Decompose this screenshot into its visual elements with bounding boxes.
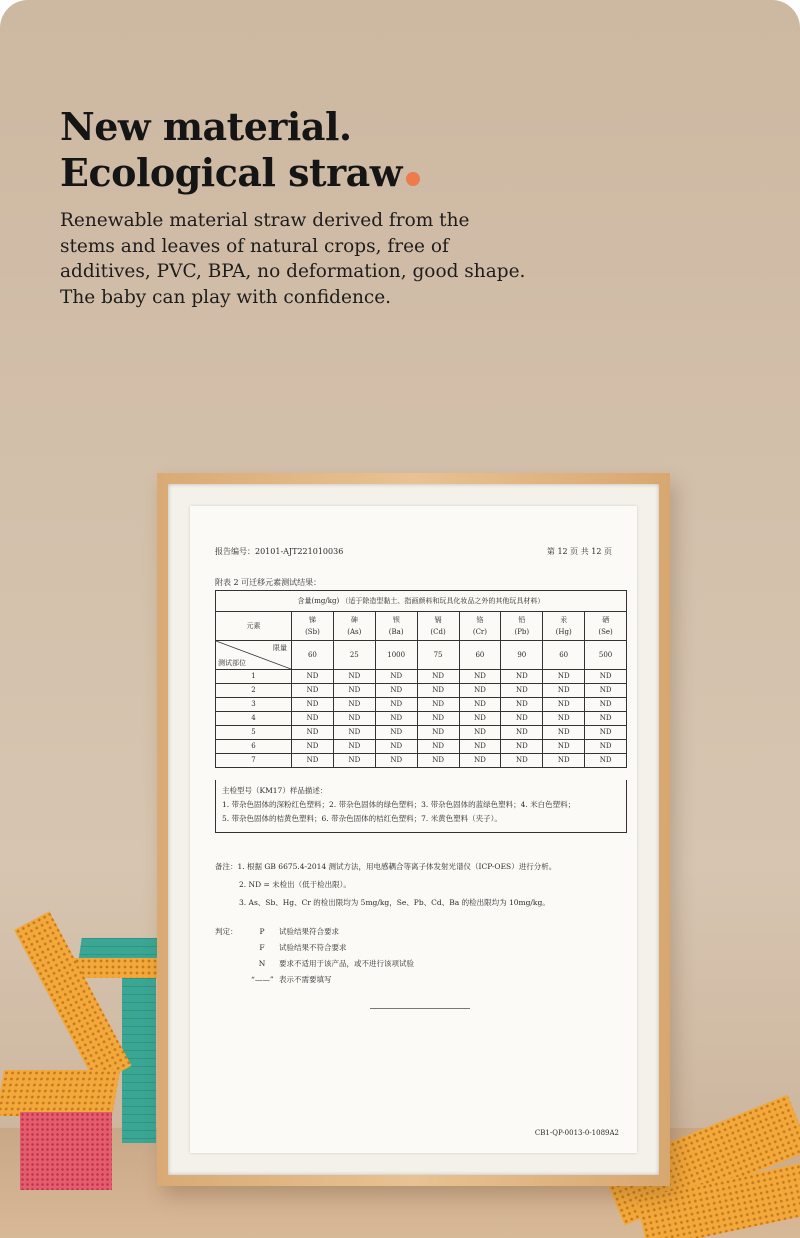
element-cell <box>333 612 375 641</box>
element-name: 硒 <box>602 616 610 624</box>
verdict-list <box>215 924 414 988</box>
part-label: 测试部位 <box>218 659 246 667</box>
result-cell: ND <box>585 670 627 684</box>
end-rule <box>370 1008 470 1009</box>
result-cell: ND <box>375 670 417 684</box>
part-number-cell: 4 <box>216 712 292 726</box>
subtitle-line-4: The baby can play with confidence. <box>60 286 392 308</box>
sample-title: 主检型号（KM17）样品描述： <box>222 786 328 795</box>
verdict-row <box>215 972 414 988</box>
result-cell: ND <box>501 670 543 684</box>
notes <box>215 858 556 912</box>
result-cell: ND <box>585 740 627 754</box>
part-number-cell: 2 <box>216 684 292 698</box>
limit-cell: 60 <box>543 641 585 670</box>
result-cell: ND <box>501 698 543 712</box>
element-name: 锑 <box>308 616 316 624</box>
limit-cell: 1000 <box>375 641 417 670</box>
headline-line-1: New material. <box>60 104 352 149</box>
result-cell: ND <box>459 712 501 726</box>
element-symbol: (Ba) <box>388 628 404 636</box>
result-cell: ND <box>292 726 334 740</box>
result-cell: ND <box>333 754 375 768</box>
verdict-row <box>215 924 414 940</box>
result-cell: ND <box>501 740 543 754</box>
result-cell: ND <box>333 670 375 684</box>
result-cell: ND <box>501 712 543 726</box>
table-caption: 含量(mg/kg) （适于除造型黏土、指画颜料和玩具化妆品之外的其他玩具材料） <box>216 591 627 612</box>
orange-block-roof <box>0 1070 120 1116</box>
element-cell <box>585 612 627 641</box>
element-cell <box>459 612 501 641</box>
result-cell: ND <box>543 726 585 740</box>
result-cell: ND <box>543 684 585 698</box>
result-cell: ND <box>459 670 501 684</box>
verdict-text: 试验结果不符合要求 <box>279 943 347 952</box>
subtitle-line-3: additives, PVC, BPA, no deformation, good shape. <box>60 261 526 282</box>
part-number-cell: 1 <box>216 670 292 684</box>
result-cell: ND <box>417 712 459 726</box>
result-cell: ND <box>543 712 585 726</box>
result-cell: ND <box>501 684 543 698</box>
result-cell: ND <box>585 712 627 726</box>
verdict-code: F <box>259 943 265 952</box>
notes-line-2: 2. ND = 未检出（低于检出限）。 <box>239 880 351 889</box>
verdict-code: P <box>259 927 265 936</box>
result-cell: ND <box>292 670 334 684</box>
subtitle-line-1: Renewable material straw derived from the <box>60 210 470 231</box>
limit-cell: 60 <box>292 641 334 670</box>
element-header: 元素 <box>216 612 292 641</box>
report-number: 报告编号：20101-AJT221010036 <box>215 547 344 556</box>
table-row <box>216 712 627 726</box>
verdict-row <box>215 940 414 956</box>
wooden-frame <box>157 473 670 1186</box>
subtitle <box>60 208 560 310</box>
verdict-lead: 判定： <box>215 927 238 936</box>
result-cell: ND <box>333 726 375 740</box>
result-cell: ND <box>292 698 334 712</box>
element-test-table <box>215 590 627 768</box>
verdict-text: 要求不适用于该产品，或不进行该项试验 <box>279 959 414 968</box>
sample-line-1: 1. 带杂色固体的深粉红色塑料；2. 带杂色固体的绿色塑料；3. 带杂色固体的蓝绿色塑料；4. 米白色塑料； <box>222 800 576 809</box>
limit-cell: 500 <box>585 641 627 670</box>
element-cell <box>292 612 334 641</box>
verdict-code: N <box>258 959 266 968</box>
subtitle-line-2: stems and leaves of natural crops, free of <box>60 235 449 257</box>
element-cell <box>417 612 459 641</box>
result-cell: ND <box>292 754 334 768</box>
table-row <box>216 740 627 754</box>
result-cell: ND <box>585 754 627 768</box>
table-row <box>216 754 627 768</box>
result-cell: ND <box>501 754 543 768</box>
result-cell: ND <box>543 754 585 768</box>
result-cell: ND <box>543 698 585 712</box>
result-cell: ND <box>292 740 334 754</box>
result-cell: ND <box>459 740 501 754</box>
result-cell: ND <box>459 754 501 768</box>
result-cell: ND <box>417 684 459 698</box>
element-cell <box>501 612 543 641</box>
result-cell: ND <box>417 740 459 754</box>
element-symbol: (Se) <box>598 628 613 636</box>
verdict-text: 试验结果符合要求 <box>279 927 339 936</box>
result-cell: ND <box>333 698 375 712</box>
element-name: 汞 <box>560 616 568 624</box>
element-cell <box>543 612 585 641</box>
element-cell <box>375 612 417 641</box>
result-cell: ND <box>543 670 585 684</box>
result-cell: ND <box>459 684 501 698</box>
element-symbol: (Cd) <box>430 628 446 636</box>
verdict-text: 表示不需要填写 <box>279 975 332 984</box>
result-cell: ND <box>333 712 375 726</box>
accent-dot <box>406 172 420 186</box>
result-cell: ND <box>375 712 417 726</box>
result-rows <box>216 670 627 768</box>
element-name: 砷 <box>350 616 358 624</box>
notes-line-1: 备注：1. 根据 GB 6675.4-2014 测试方法，用电感耦合等离子体发射光谱仪（ICP-OES）进行分析。 <box>215 862 557 871</box>
sample-description <box>215 780 627 833</box>
verdict-code: “——” <box>251 975 274 984</box>
part-number-cell: 5 <box>216 726 292 740</box>
appendix-title: 附表 2 可迁移元素测试结果： <box>215 578 322 587</box>
limit-cell: 90 <box>501 641 543 670</box>
verdict-row <box>215 956 414 972</box>
limit-cell: 75 <box>417 641 459 670</box>
part-number-cell: 7 <box>216 754 292 768</box>
headline-line-2 <box>60 150 420 196</box>
result-cell: ND <box>417 698 459 712</box>
result-cell: ND <box>375 726 417 740</box>
result-cell: ND <box>543 740 585 754</box>
element-symbol: (Pb) <box>514 628 530 636</box>
pink-block-base <box>20 1112 112 1190</box>
result-cell: ND <box>292 712 334 726</box>
element-symbol: (Cr) <box>472 628 488 636</box>
result-cell: ND <box>459 698 501 712</box>
element-name: 铅 <box>518 616 526 624</box>
part-number-cell: 6 <box>216 740 292 754</box>
element-symbol: (As) <box>347 628 362 636</box>
headline <box>60 104 420 196</box>
table-row <box>216 684 627 698</box>
result-cell: ND <box>375 698 417 712</box>
document-code: CB1-QP-0013-0-1089A2 <box>534 1129 619 1137</box>
result-cell: ND <box>585 726 627 740</box>
result-cell: ND <box>585 698 627 712</box>
result-cell: ND <box>375 684 417 698</box>
notes-line-3: 3. As、Sb、Hg、Cr 的检出限均为 5mg/kg，Se、Pb、Cd、Ba 的检出限均为 10mg/kg。 <box>239 898 550 907</box>
result-cell: ND <box>333 740 375 754</box>
limit-cell: 60 <box>459 641 501 670</box>
result-cell: ND <box>501 726 543 740</box>
result-cell: ND <box>585 684 627 698</box>
test-report-document <box>190 506 637 1153</box>
sample-line-2: 5. 带杂色固体的桔黄色塑料；6. 带杂色固体的桔红色塑料；7. 米黄色塑料（夹子）。 <box>222 814 502 823</box>
result-cell: ND <box>417 754 459 768</box>
result-cell: ND <box>375 740 417 754</box>
frame-mat <box>168 484 659 1175</box>
limit-label: 限量 <box>273 644 287 652</box>
result-cell: ND <box>375 754 417 768</box>
result-cell: ND <box>417 670 459 684</box>
table-row <box>216 670 627 684</box>
table-row <box>216 698 627 712</box>
element-name: 钡 <box>392 616 400 624</box>
element-name: 铬 <box>476 616 484 624</box>
element-symbol: (Hg) <box>555 628 572 636</box>
result-cell: ND <box>333 684 375 698</box>
element-name: 镉 <box>434 616 442 624</box>
diagonal-header-cell <box>216 641 292 670</box>
part-number-cell: 3 <box>216 698 292 712</box>
result-cell: ND <box>292 684 334 698</box>
table-row <box>216 726 627 740</box>
result-cell: ND <box>417 726 459 740</box>
page-info: 第 12 页 共 12 页 <box>546 547 612 556</box>
limit-cell: 25 <box>333 641 375 670</box>
headline-line-2-text: Ecological straw <box>60 150 402 195</box>
element-symbol: (Sb) <box>305 628 320 636</box>
result-cell: ND <box>459 726 501 740</box>
